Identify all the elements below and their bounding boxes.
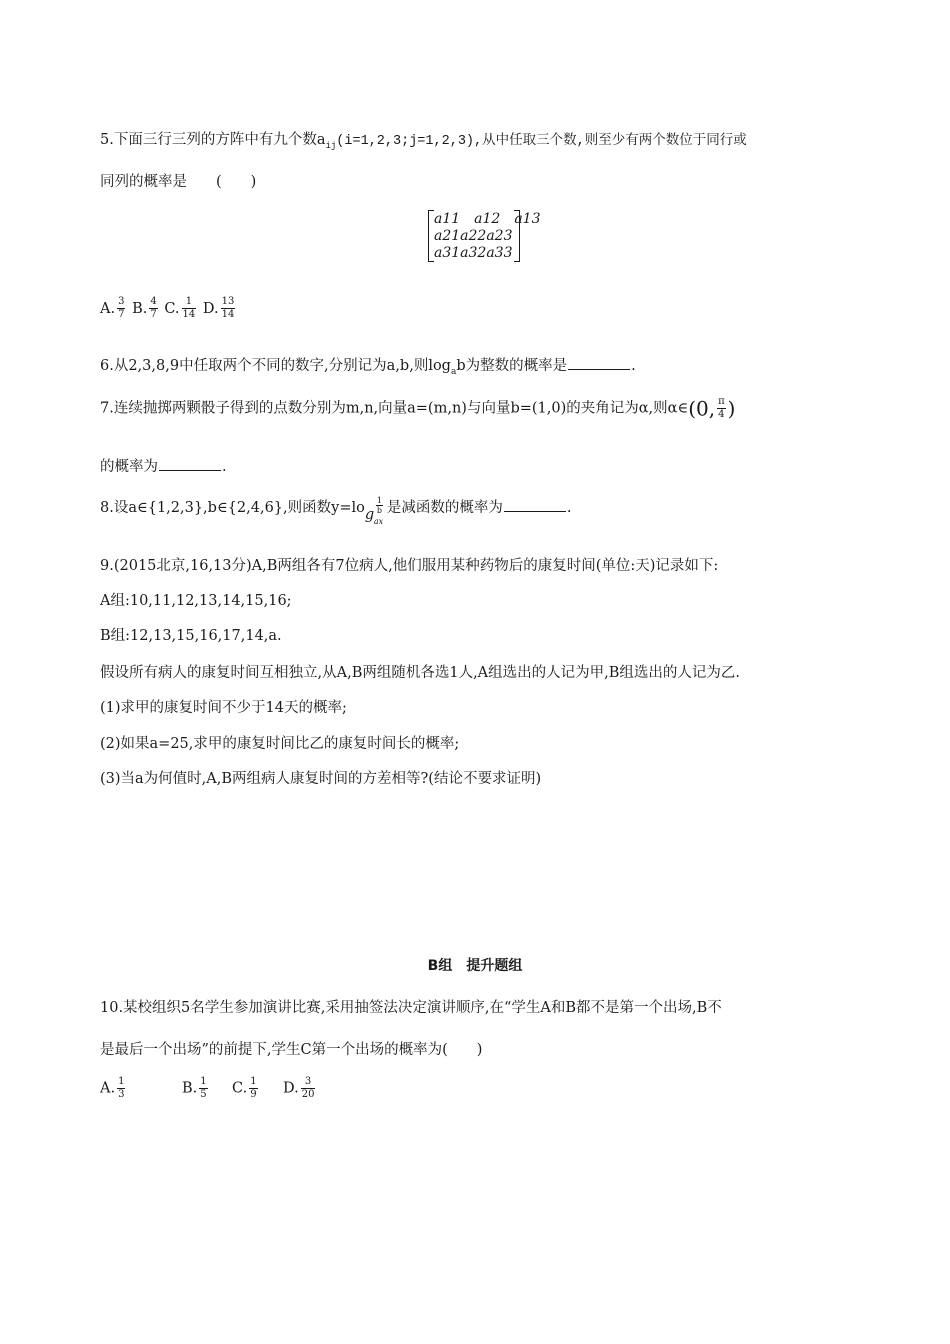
q10-line2: 是最后一个出场”的前提下,学生C第一个出场的概率为( ) — [100, 1042, 483, 1058]
section-b-heading: B组 提升题组 — [427, 958, 523, 974]
q10-option-b: B. $\frac{1}{5}$ — [182, 1076, 207, 1100]
matrix-row-1: a11 a12 a13 — [434, 211, 541, 227]
q9-line6: (2)如果a=25,求甲的康复时间比乙的康复时间长的概率; — [100, 736, 460, 752]
q5-option-b: B. $\frac{4}{7}$ — [132, 296, 157, 320]
q5-option-c: C. $\frac{1}{14}$ — [164, 296, 196, 320]
q10-option-d: D. $\frac{3}{20}$ — [283, 1076, 315, 1100]
matrix-row-2: a21a22a23 — [434, 228, 513, 244]
q8-answer-blank — [504, 499, 566, 512]
matrix-right-bracket — [514, 210, 520, 262]
q10-option-a: A. $\frac{1}{3}$ — [100, 1076, 125, 1100]
q5-options — [100, 296, 237, 321]
q9-line5: (1)求甲的康复时间不少于14天的概率; — [100, 700, 347, 716]
q6: 6.从2,3,8,9中任取两个不同的数字,分别记为a,b,则$\log_ab$为整数的概率是 . — [100, 358, 636, 377]
q7-answer-blank — [159, 458, 221, 471]
matrix-row-3: a31a32a33 — [434, 245, 513, 261]
q8: 8.设a∈{1,2,3},b∈{2,4,6},则函数y=log $\frac{1}{b}$ ax 是减函数的概率为 . — [100, 496, 572, 526]
q9-line1: 9.(2015北京,16,13分)A,B两组各有7位病人,他们服用某种药物后的康复时间(单位:天)记录如下: — [100, 558, 719, 574]
q7-line2: 的概率为 . — [100, 459, 227, 475]
q6-answer-blank — [568, 357, 630, 370]
q5-matrix — [428, 210, 541, 262]
q9-line2: A组:10,11,12,13,14,15,16; — [100, 593, 292, 609]
q10-line1: 10.某校组织5名学生参加演讲比赛,采用抽签法决定演讲顺序,在“学生A和B都不是第一个出场,B不 — [100, 1000, 722, 1016]
q9-line7: (3)当a为何值时,A,B两组病人康复时间的方差相等?(结论不要求证明) — [100, 771, 542, 787]
q5-line1: 5.下面三行三列的方阵中有九个数$a_{ij}(i=1,2,3;j=1,2,3)$,从中任取三个数,则至少有两个数位于同行或 — [100, 132, 747, 151]
q9-line3: B组:12,13,15,16,17,14,a. — [100, 628, 282, 644]
q7-line1: 7.连续抛掷两颗骰子得到的点数分别为m,n,向量a=(m,n)与向量b=(1,0)的夹角记为α,则α∈(0, $\frac{\pi}{4}$ ) — [100, 396, 736, 421]
q8-log-base: g $\frac{1}{b}$ ax — [364, 496, 384, 526]
q5-option-d: D. $\frac{13}{14}$ — [202, 296, 235, 320]
q5-option-a: A. $\frac{3}{7}$ — [100, 296, 125, 320]
q5-line2: 同列的概率是 ( ) — [100, 174, 257, 190]
q9-line4: 假设所有病人的康复时间互相独立,从A,B两组随机各选1人,A组选出的人记为甲,B组选出的人记为乙. — [100, 665, 741, 681]
q10-option-c: C. $\frac{1}{9}$ — [232, 1076, 257, 1100]
